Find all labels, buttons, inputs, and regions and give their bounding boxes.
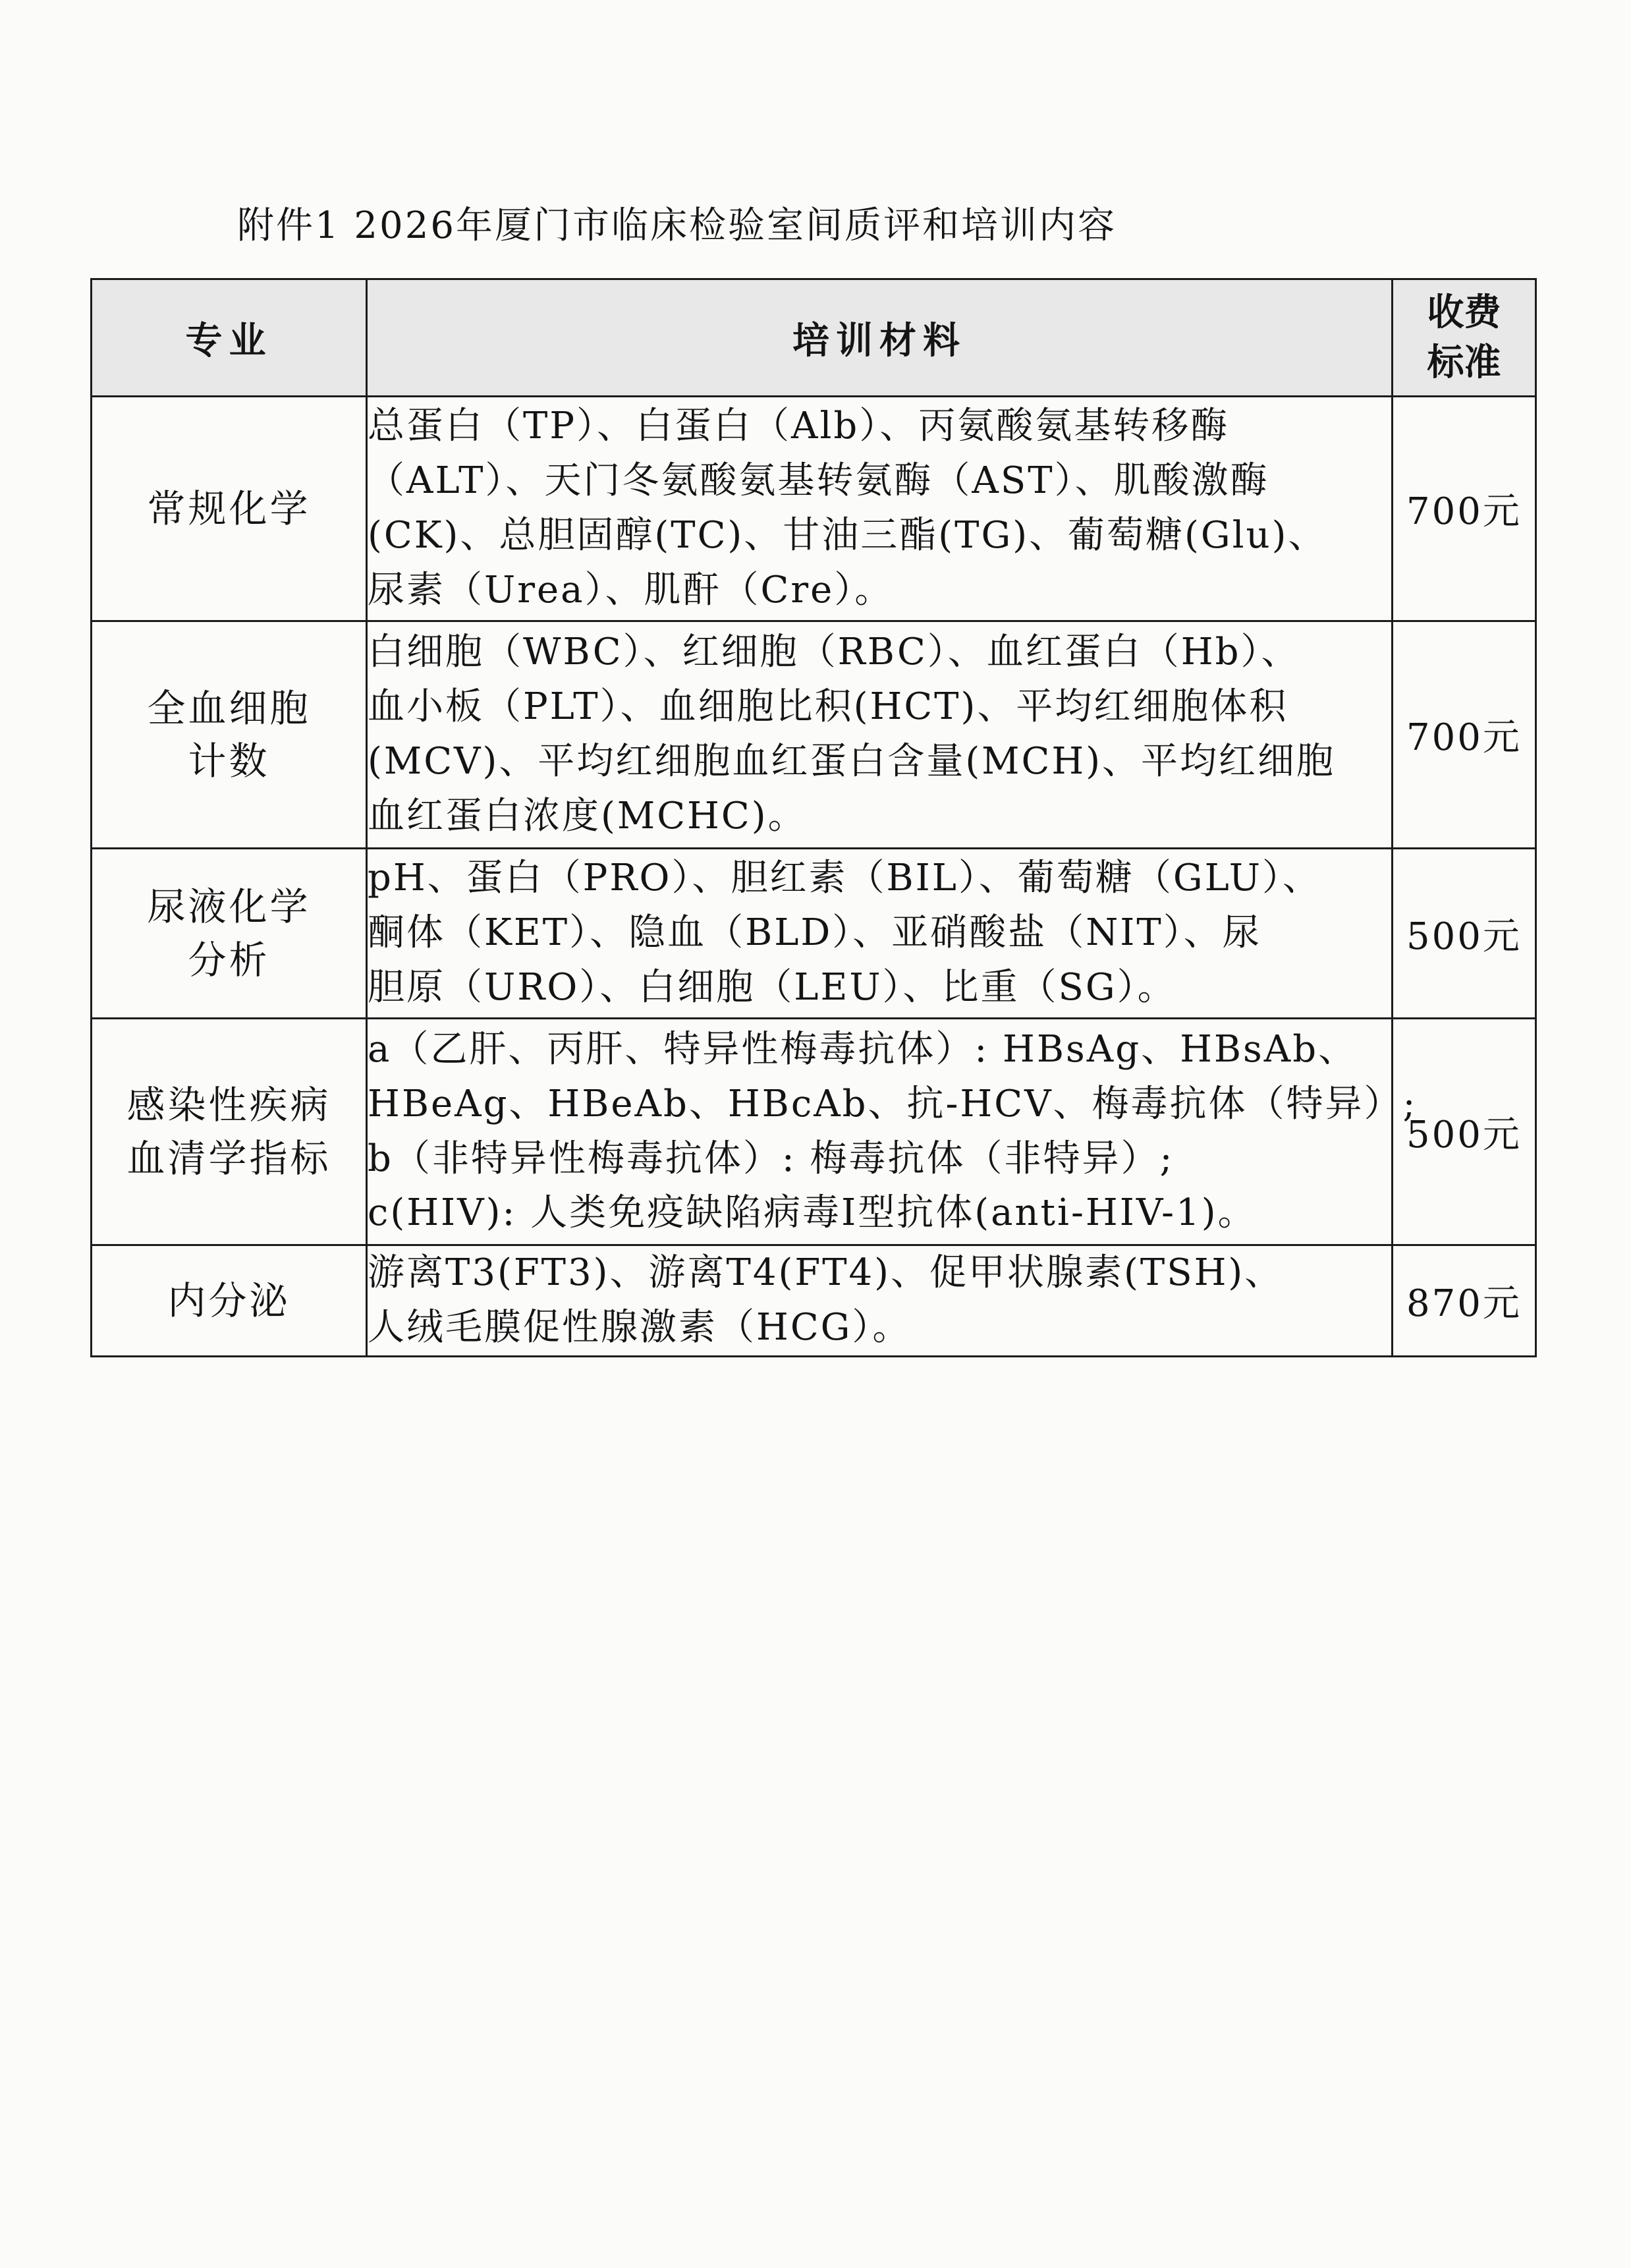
training-content-table (90, 278, 1537, 1357)
material-cell (367, 849, 1393, 1019)
major-line: 血清学指标 (126, 1135, 331, 1181)
fee-cell: 500元 (1393, 1019, 1536, 1245)
material-line: 酮体（KET）、隐血（BLD）、亚硝酸盐（NIT）、尿 (368, 911, 1261, 955)
material-line: c(HIV): 人类免疫缺陷病毒Ⅰ型抗体(anti-HIV-1)。 (368, 1191, 1257, 1235)
header-fee (1393, 279, 1536, 397)
material-cell (367, 1245, 1393, 1357)
major-line: 感染性疾病 (126, 1083, 331, 1128)
major-cell (92, 397, 367, 621)
major-line: 计数 (188, 739, 270, 783)
major-cell (92, 621, 367, 849)
major-line: 全血细胞 (147, 685, 311, 731)
material-line: b（非特异性梅毒抗体）: 梅毒抗体（非特异）; (368, 1137, 1175, 1180)
material-line: pH、蛋白（PRO）、胆红素（BIL）、葡萄糖（GLU）、 (368, 857, 1321, 900)
table-row (92, 397, 1536, 621)
header-material: 培训材料 (367, 279, 1393, 397)
material-line: 血小板（PLT）、血细胞比积(HCT)、平均红细胞体积 (368, 685, 1288, 729)
table-row (92, 1245, 1536, 1357)
material-line: 总蛋白（TP）、白蛋白（Alb）、丙氨酸氨基转移酶 (368, 405, 1230, 448)
fee-cell: 500元 (1393, 849, 1536, 1019)
major-line: 内分泌 (167, 1278, 290, 1323)
header-fee-line1: 收费 (1427, 290, 1501, 334)
material-line: 人绒毛膜促性腺激素（HCG）。 (368, 1305, 912, 1349)
major-line: 分析 (188, 937, 270, 982)
major-line: 常规化学 (147, 486, 311, 531)
major-cell (92, 1245, 367, 1357)
major-line: 尿液化学 (147, 884, 311, 930)
material-cell (367, 1019, 1418, 1245)
material-line: 血红蛋白浓度(MCHC)。 (368, 794, 807, 837)
fee-cell: 700元 (1393, 397, 1536, 621)
material-line: a（乙肝、丙肝、特异性梅毒抗体）: HBsAg、HBsAb、 (368, 1027, 1358, 1071)
material-line: (MCV)、平均红细胞血红蛋白含量(MCH)、平均红细胞 (368, 740, 1336, 783)
material-line: 尿素（Urea）、肌酐（Cre）。 (368, 568, 894, 611)
material-line: 胆原（URO）、白细胞（LEU）、比重（SG）。 (368, 965, 1176, 1009)
fee-cell: 870元 (1393, 1245, 1536, 1357)
material-line: （ALT）、天门冬氨酸氨基转氨酶（AST）、肌酸激酶 (368, 459, 1269, 503)
header-fee-line2: 标准 (1427, 340, 1501, 384)
material-line: (CK)、总胆固醇(TC)、甘油三酯(TG)、葡萄糖(Glu)、 (368, 514, 1327, 557)
material-line: HBeAg、HBeAb、HBcAb、抗-HCV、梅毒抗体（特异）; (368, 1082, 1418, 1125)
table-row (92, 621, 1536, 849)
material-cell (367, 397, 1393, 621)
material-line: 游离T3(FT3)、游离T4(FT4)、促甲状腺素(TSH)、 (368, 1251, 1284, 1294)
major-cell (92, 1019, 367, 1245)
document-title: 附件1 2026年厦门市临床检验室间质评和培训内容 (237, 204, 1117, 247)
major-cell (92, 849, 367, 1019)
material-cell (367, 621, 1393, 849)
table-header-row (92, 279, 1536, 397)
material-line: 白细胞（WBC）、红细胞（RBC）、血红蛋白（Hb）、 (368, 631, 1300, 674)
header-major: 专业 (92, 279, 367, 397)
table-row (92, 849, 1536, 1019)
table-row (92, 1019, 1536, 1245)
fee-cell: 700元 (1393, 621, 1536, 849)
